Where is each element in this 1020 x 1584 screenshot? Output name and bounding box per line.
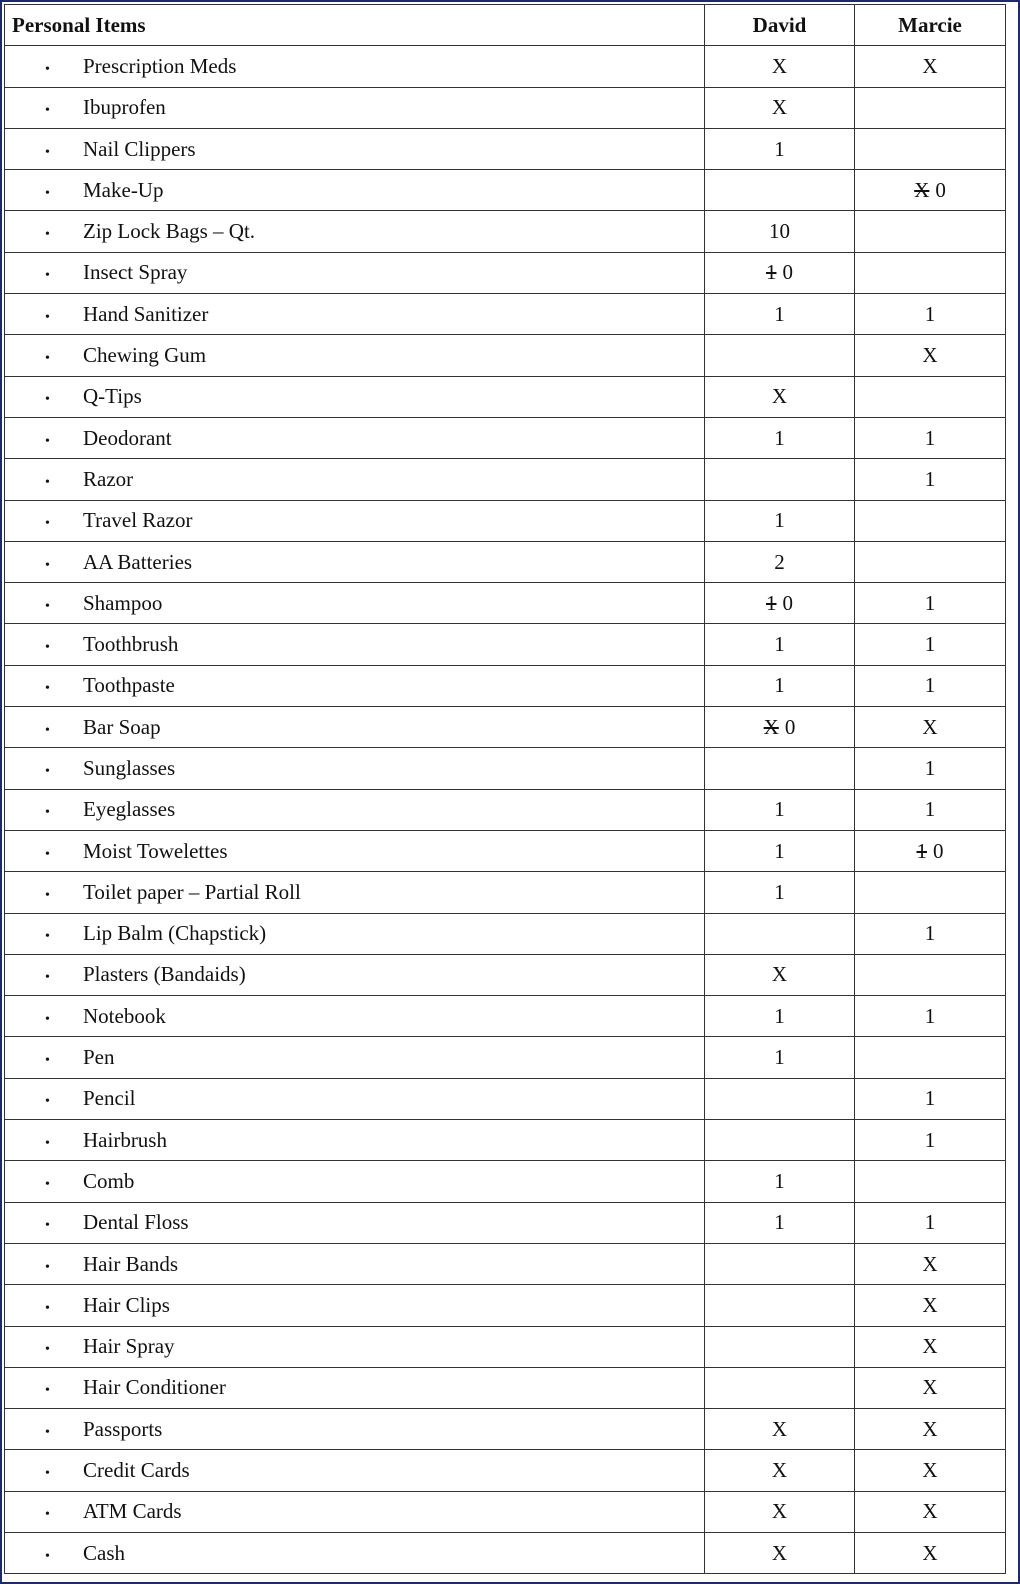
david-cell xyxy=(705,1285,855,1326)
david-cell xyxy=(705,996,855,1037)
item-label: Insect Spray xyxy=(83,260,188,285)
david-cell xyxy=(705,583,855,624)
bullet-icon: • xyxy=(45,1507,50,1523)
marcie-cell xyxy=(855,913,1006,954)
marcie-cell xyxy=(855,459,1006,500)
table-row xyxy=(5,1326,1006,1367)
david-cell xyxy=(705,1161,855,1202)
item-cell xyxy=(5,1285,705,1326)
table-row xyxy=(5,541,1006,582)
david-struck-value: 1 xyxy=(766,590,777,615)
bullet-icon: • xyxy=(45,185,50,201)
bullet-icon: • xyxy=(45,309,50,325)
bullet-icon: • xyxy=(45,392,50,408)
table-row xyxy=(5,1120,1006,1161)
marcie-value: X xyxy=(922,1375,938,1400)
david-value: 0 xyxy=(782,260,793,285)
marcie-cell xyxy=(855,335,1006,376)
item-label: Hairbrush xyxy=(83,1127,167,1152)
item-label: Toothpaste xyxy=(83,673,175,698)
item-label: Eyeglasses xyxy=(83,797,176,822)
david-value: 1 xyxy=(774,838,785,863)
david-value: X xyxy=(771,95,788,120)
item-cell xyxy=(5,1326,705,1367)
item-cell xyxy=(5,1078,705,1119)
table-row xyxy=(5,1078,1006,1119)
item-cell xyxy=(5,335,705,376)
header-personal-items: Personal Items xyxy=(5,5,705,46)
david-value: 1 xyxy=(774,879,785,904)
david-cell xyxy=(705,46,855,87)
marcie-value: 1 xyxy=(924,1003,936,1028)
marcie-cell xyxy=(855,1367,1006,1408)
bullet-icon: • xyxy=(45,1466,50,1482)
david-cell xyxy=(705,707,855,748)
item-label: Toothbrush xyxy=(83,632,179,657)
david-cell xyxy=(705,1078,855,1119)
marcie-cell xyxy=(855,1243,1006,1284)
item-label: Shampoo xyxy=(83,590,163,615)
item-label: Pencil xyxy=(83,1086,136,1111)
bullet-icon: • xyxy=(45,557,50,573)
marcie-cell xyxy=(855,1450,1006,1491)
bullet-icon: • xyxy=(45,846,50,862)
marcie-cell xyxy=(855,707,1006,748)
marcie-cell xyxy=(855,996,1006,1037)
marcie-cell xyxy=(855,87,1006,128)
table-body xyxy=(5,46,1006,1574)
david-cell xyxy=(705,624,855,665)
david-value: 1 xyxy=(774,1003,785,1028)
item-label: Pen xyxy=(83,1045,115,1070)
header-david: David xyxy=(705,5,855,46)
marcie-value: 1 xyxy=(924,921,936,946)
marcie-cell xyxy=(855,1078,1006,1119)
item-cell xyxy=(5,46,705,87)
david-cell xyxy=(705,1202,855,1243)
marcie-value: X xyxy=(922,343,938,368)
marcie-value: X xyxy=(922,1499,938,1524)
david-cell xyxy=(705,170,855,211)
item-cell xyxy=(5,996,705,1037)
item-cell xyxy=(5,583,705,624)
item-cell xyxy=(5,170,705,211)
table-row xyxy=(5,624,1006,665)
item-cell xyxy=(5,954,705,995)
david-cell xyxy=(705,211,855,252)
item-label: Q-Tips xyxy=(83,384,142,409)
david-struck-value: X xyxy=(763,714,779,739)
bullet-icon: • xyxy=(45,722,50,738)
item-label: AA Batteries xyxy=(83,549,193,574)
item-cell xyxy=(5,1037,705,1078)
bullet-icon: • xyxy=(45,598,50,614)
david-value: X xyxy=(771,1458,788,1483)
table-row xyxy=(5,87,1006,128)
marcie-value: 1 xyxy=(924,1086,936,1111)
table-row xyxy=(5,170,1006,211)
david-struck-value: 1 xyxy=(766,260,777,285)
item-cell xyxy=(5,459,705,500)
table-row xyxy=(5,211,1006,252)
item-label: Passports xyxy=(83,1416,163,1441)
david-value: 1 xyxy=(774,136,785,161)
david-value: X xyxy=(771,962,788,987)
marcie-cell xyxy=(855,128,1006,169)
david-cell xyxy=(705,1037,855,1078)
table-row xyxy=(5,1161,1006,1202)
bullet-icon: • xyxy=(45,1424,50,1440)
header-row xyxy=(5,5,1006,46)
item-label: ATM Cards xyxy=(83,1499,182,1524)
david-cell xyxy=(705,1326,855,1367)
bullet-icon: • xyxy=(45,929,50,945)
item-label: Hair Bands xyxy=(83,1251,179,1276)
item-cell xyxy=(5,1243,705,1284)
marcie-cell xyxy=(855,46,1006,87)
marcie-value: 0 xyxy=(935,177,946,202)
item-label: Sunglasses xyxy=(83,755,176,780)
marcie-cell xyxy=(855,211,1006,252)
table-row xyxy=(5,46,1006,87)
david-value: 1 xyxy=(774,508,785,533)
table-row xyxy=(5,707,1006,748)
table-row xyxy=(5,583,1006,624)
marcie-cell xyxy=(855,376,1006,417)
marcie-cell xyxy=(855,1285,1006,1326)
bullet-icon: • xyxy=(45,144,50,160)
david-cell xyxy=(705,913,855,954)
marcie-cell xyxy=(855,1532,1006,1573)
david-cell xyxy=(705,830,855,871)
item-cell xyxy=(5,500,705,541)
bullet-icon: • xyxy=(45,61,50,77)
marcie-value: X xyxy=(922,1458,938,1483)
marcie-value: X xyxy=(922,1251,938,1276)
item-cell xyxy=(5,128,705,169)
item-cell xyxy=(5,1367,705,1408)
item-label: Prescription Meds xyxy=(83,53,237,78)
table-row xyxy=(5,789,1006,830)
marcie-value: 1 xyxy=(924,797,936,822)
table-row xyxy=(5,913,1006,954)
david-cell xyxy=(705,1532,855,1573)
table-row xyxy=(5,252,1006,293)
marcie-cell xyxy=(855,789,1006,830)
marcie-cell xyxy=(855,541,1006,582)
david-cell xyxy=(705,294,855,335)
header-marcie: Marcie xyxy=(855,5,1006,46)
item-label: Deodorant xyxy=(83,425,172,450)
table-row xyxy=(5,128,1006,169)
david-value: 1 xyxy=(774,1045,785,1070)
bullet-icon: • xyxy=(45,1259,50,1275)
david-cell xyxy=(705,748,855,789)
marcie-cell xyxy=(855,1326,1006,1367)
david-cell xyxy=(705,376,855,417)
item-cell xyxy=(5,748,705,789)
bullet-icon: • xyxy=(45,433,50,449)
item-cell xyxy=(5,872,705,913)
table-row xyxy=(5,335,1006,376)
item-label: Toilet paper – Partial Roll xyxy=(83,879,301,904)
bullet-icon: • xyxy=(45,1053,50,1069)
item-label: Ibuprofen xyxy=(83,95,166,120)
david-value: 1 xyxy=(774,673,785,698)
david-cell xyxy=(705,954,855,995)
marcie-value: 1 xyxy=(924,1127,936,1152)
marcie-value: 1 xyxy=(924,755,936,780)
bullet-icon: • xyxy=(45,1300,50,1316)
marcie-cell xyxy=(855,1161,1006,1202)
david-value: 1 xyxy=(774,425,785,450)
david-cell xyxy=(705,417,855,458)
marcie-cell xyxy=(855,252,1006,293)
bullet-icon: • xyxy=(45,640,50,656)
bullet-icon: • xyxy=(45,1094,50,1110)
item-label: Credit Cards xyxy=(83,1458,190,1483)
marcie-cell xyxy=(855,954,1006,995)
david-cell xyxy=(705,128,855,169)
david-cell xyxy=(705,87,855,128)
table-row xyxy=(5,1367,1006,1408)
item-cell xyxy=(5,252,705,293)
david-cell xyxy=(705,1120,855,1161)
item-cell xyxy=(5,1120,705,1161)
david-value: 1 xyxy=(774,1168,785,1193)
item-cell xyxy=(5,87,705,128)
david-cell xyxy=(705,459,855,500)
david-value: 10 xyxy=(769,219,790,244)
bullet-icon: • xyxy=(45,763,50,779)
item-label: Hair Conditioner xyxy=(83,1375,226,1400)
table-row xyxy=(5,294,1006,335)
david-value: 1 xyxy=(774,1210,785,1235)
bullet-icon: • xyxy=(45,887,50,903)
bullet-icon: • xyxy=(45,970,50,986)
bullet-icon: • xyxy=(45,351,50,367)
david-cell xyxy=(705,1367,855,1408)
item-cell xyxy=(5,294,705,335)
marcie-value: X xyxy=(922,1334,938,1359)
item-cell xyxy=(5,1161,705,1202)
item-cell xyxy=(5,707,705,748)
marcie-value: X xyxy=(922,1292,938,1317)
table-row xyxy=(5,830,1006,871)
bullet-icon: • xyxy=(45,1176,50,1192)
david-cell xyxy=(705,500,855,541)
marcie-value: 1 xyxy=(924,466,936,491)
item-cell xyxy=(5,665,705,706)
david-cell xyxy=(705,665,855,706)
table-row xyxy=(5,665,1006,706)
table-row xyxy=(5,459,1006,500)
item-label: Cash xyxy=(83,1540,125,1565)
marcie-cell xyxy=(855,830,1006,871)
table-row xyxy=(5,954,1006,995)
item-label: Razor xyxy=(83,466,134,491)
david-cell xyxy=(705,1450,855,1491)
item-cell xyxy=(5,830,705,871)
table-row xyxy=(5,748,1006,789)
item-cell xyxy=(5,1409,705,1450)
item-label: Chewing Gum xyxy=(83,343,207,368)
bullet-icon: • xyxy=(45,516,50,532)
marcie-cell xyxy=(855,624,1006,665)
marcie-cell xyxy=(855,170,1006,211)
item-label: Make-Up xyxy=(83,177,164,202)
bullet-icon: • xyxy=(45,103,50,119)
item-label: Hand Sanitizer xyxy=(83,301,209,326)
item-cell xyxy=(5,211,705,252)
david-cell xyxy=(705,1409,855,1450)
marcie-value: X xyxy=(922,714,938,739)
marcie-cell xyxy=(855,872,1006,913)
david-value: X xyxy=(771,53,788,78)
item-label: Travel Razor xyxy=(83,508,193,533)
marcie-cell xyxy=(855,500,1006,541)
david-cell xyxy=(705,789,855,830)
marcie-cell xyxy=(855,748,1006,789)
david-cell xyxy=(705,872,855,913)
item-cell xyxy=(5,1491,705,1532)
david-value: 0 xyxy=(784,714,796,739)
table-row xyxy=(5,1243,1006,1284)
bullet-icon: • xyxy=(45,681,50,697)
table-row xyxy=(5,1491,1006,1532)
bullet-icon: • xyxy=(45,1011,50,1027)
item-label: Notebook xyxy=(83,1003,166,1028)
bullet-icon: • xyxy=(45,1135,50,1151)
marcie-value: 1 xyxy=(924,1210,936,1235)
david-value: X xyxy=(771,1540,788,1565)
item-cell xyxy=(5,1202,705,1243)
marcie-value: X xyxy=(922,1416,938,1441)
david-cell xyxy=(705,252,855,293)
item-label: Plasters (Bandaids) xyxy=(83,962,246,987)
david-cell xyxy=(705,541,855,582)
david-value: 1 xyxy=(774,797,785,822)
marcie-value: 1 xyxy=(924,590,936,615)
marcie-cell xyxy=(855,1491,1006,1532)
table-row xyxy=(5,500,1006,541)
marcie-cell xyxy=(855,1409,1006,1450)
bullet-icon: • xyxy=(45,268,50,284)
item-cell xyxy=(5,541,705,582)
david-value: 0 xyxy=(782,590,793,615)
packing-table xyxy=(4,4,1006,1574)
david-value: 2 xyxy=(774,549,785,574)
item-label: Hair Spray xyxy=(83,1334,175,1359)
marcie-value: 1 xyxy=(924,425,936,450)
marcie-struck-value: X xyxy=(914,177,930,202)
table-row xyxy=(5,417,1006,458)
marcie-value: 1 xyxy=(924,632,936,657)
david-value: X xyxy=(771,384,788,409)
marcie-cell xyxy=(855,294,1006,335)
david-cell xyxy=(705,1491,855,1532)
item-label: Nail Clippers xyxy=(83,136,196,161)
bullet-icon: • xyxy=(45,1218,50,1234)
david-value: 1 xyxy=(774,632,785,657)
table-row xyxy=(5,1285,1006,1326)
item-label: Zip Lock Bags – Qt. xyxy=(83,219,256,244)
marcie-value: 1 xyxy=(924,301,936,326)
table-row xyxy=(5,996,1006,1037)
item-label: Moist Towelettes xyxy=(83,838,228,863)
david-value: X xyxy=(771,1416,788,1441)
item-cell xyxy=(5,789,705,830)
david-value: 1 xyxy=(774,301,785,326)
item-cell xyxy=(5,417,705,458)
table-row xyxy=(5,1037,1006,1078)
david-cell xyxy=(705,1243,855,1284)
table-row xyxy=(5,1450,1006,1491)
marcie-cell xyxy=(855,417,1006,458)
marcie-value: X xyxy=(922,1540,938,1565)
marcie-cell xyxy=(855,1037,1006,1078)
david-cell xyxy=(705,335,855,376)
item-label: Lip Balm (Chapstick) xyxy=(83,921,267,946)
marcie-value: X xyxy=(922,53,938,78)
table-row xyxy=(5,872,1006,913)
bullet-icon: • xyxy=(45,227,50,243)
marcie-cell xyxy=(855,1202,1006,1243)
marcie-value: 1 xyxy=(924,673,936,698)
item-cell xyxy=(5,376,705,417)
table-row xyxy=(5,1202,1006,1243)
marcie-cell xyxy=(855,665,1006,706)
item-cell xyxy=(5,1532,705,1573)
marcie-cell xyxy=(855,1120,1006,1161)
item-label: Hair Clips xyxy=(83,1292,170,1317)
table-row xyxy=(5,1532,1006,1573)
bullet-icon: • xyxy=(45,474,50,490)
item-cell xyxy=(5,913,705,954)
bullet-icon: • xyxy=(45,805,50,821)
bullet-icon: • xyxy=(45,1383,50,1399)
marcie-struck-value: 1 xyxy=(916,838,927,863)
item-cell xyxy=(5,624,705,665)
marcie-cell xyxy=(855,583,1006,624)
bullet-icon: • xyxy=(45,1548,50,1564)
table-row xyxy=(5,1409,1006,1450)
item-label: Comb xyxy=(83,1168,135,1193)
marcie-value: 0 xyxy=(933,838,944,863)
item-label: Bar Soap xyxy=(83,714,161,739)
item-label: Dental Floss xyxy=(83,1210,189,1235)
bullet-icon: • xyxy=(45,1342,50,1358)
item-cell xyxy=(5,1450,705,1491)
table-row xyxy=(5,376,1006,417)
david-value: X xyxy=(771,1499,788,1524)
